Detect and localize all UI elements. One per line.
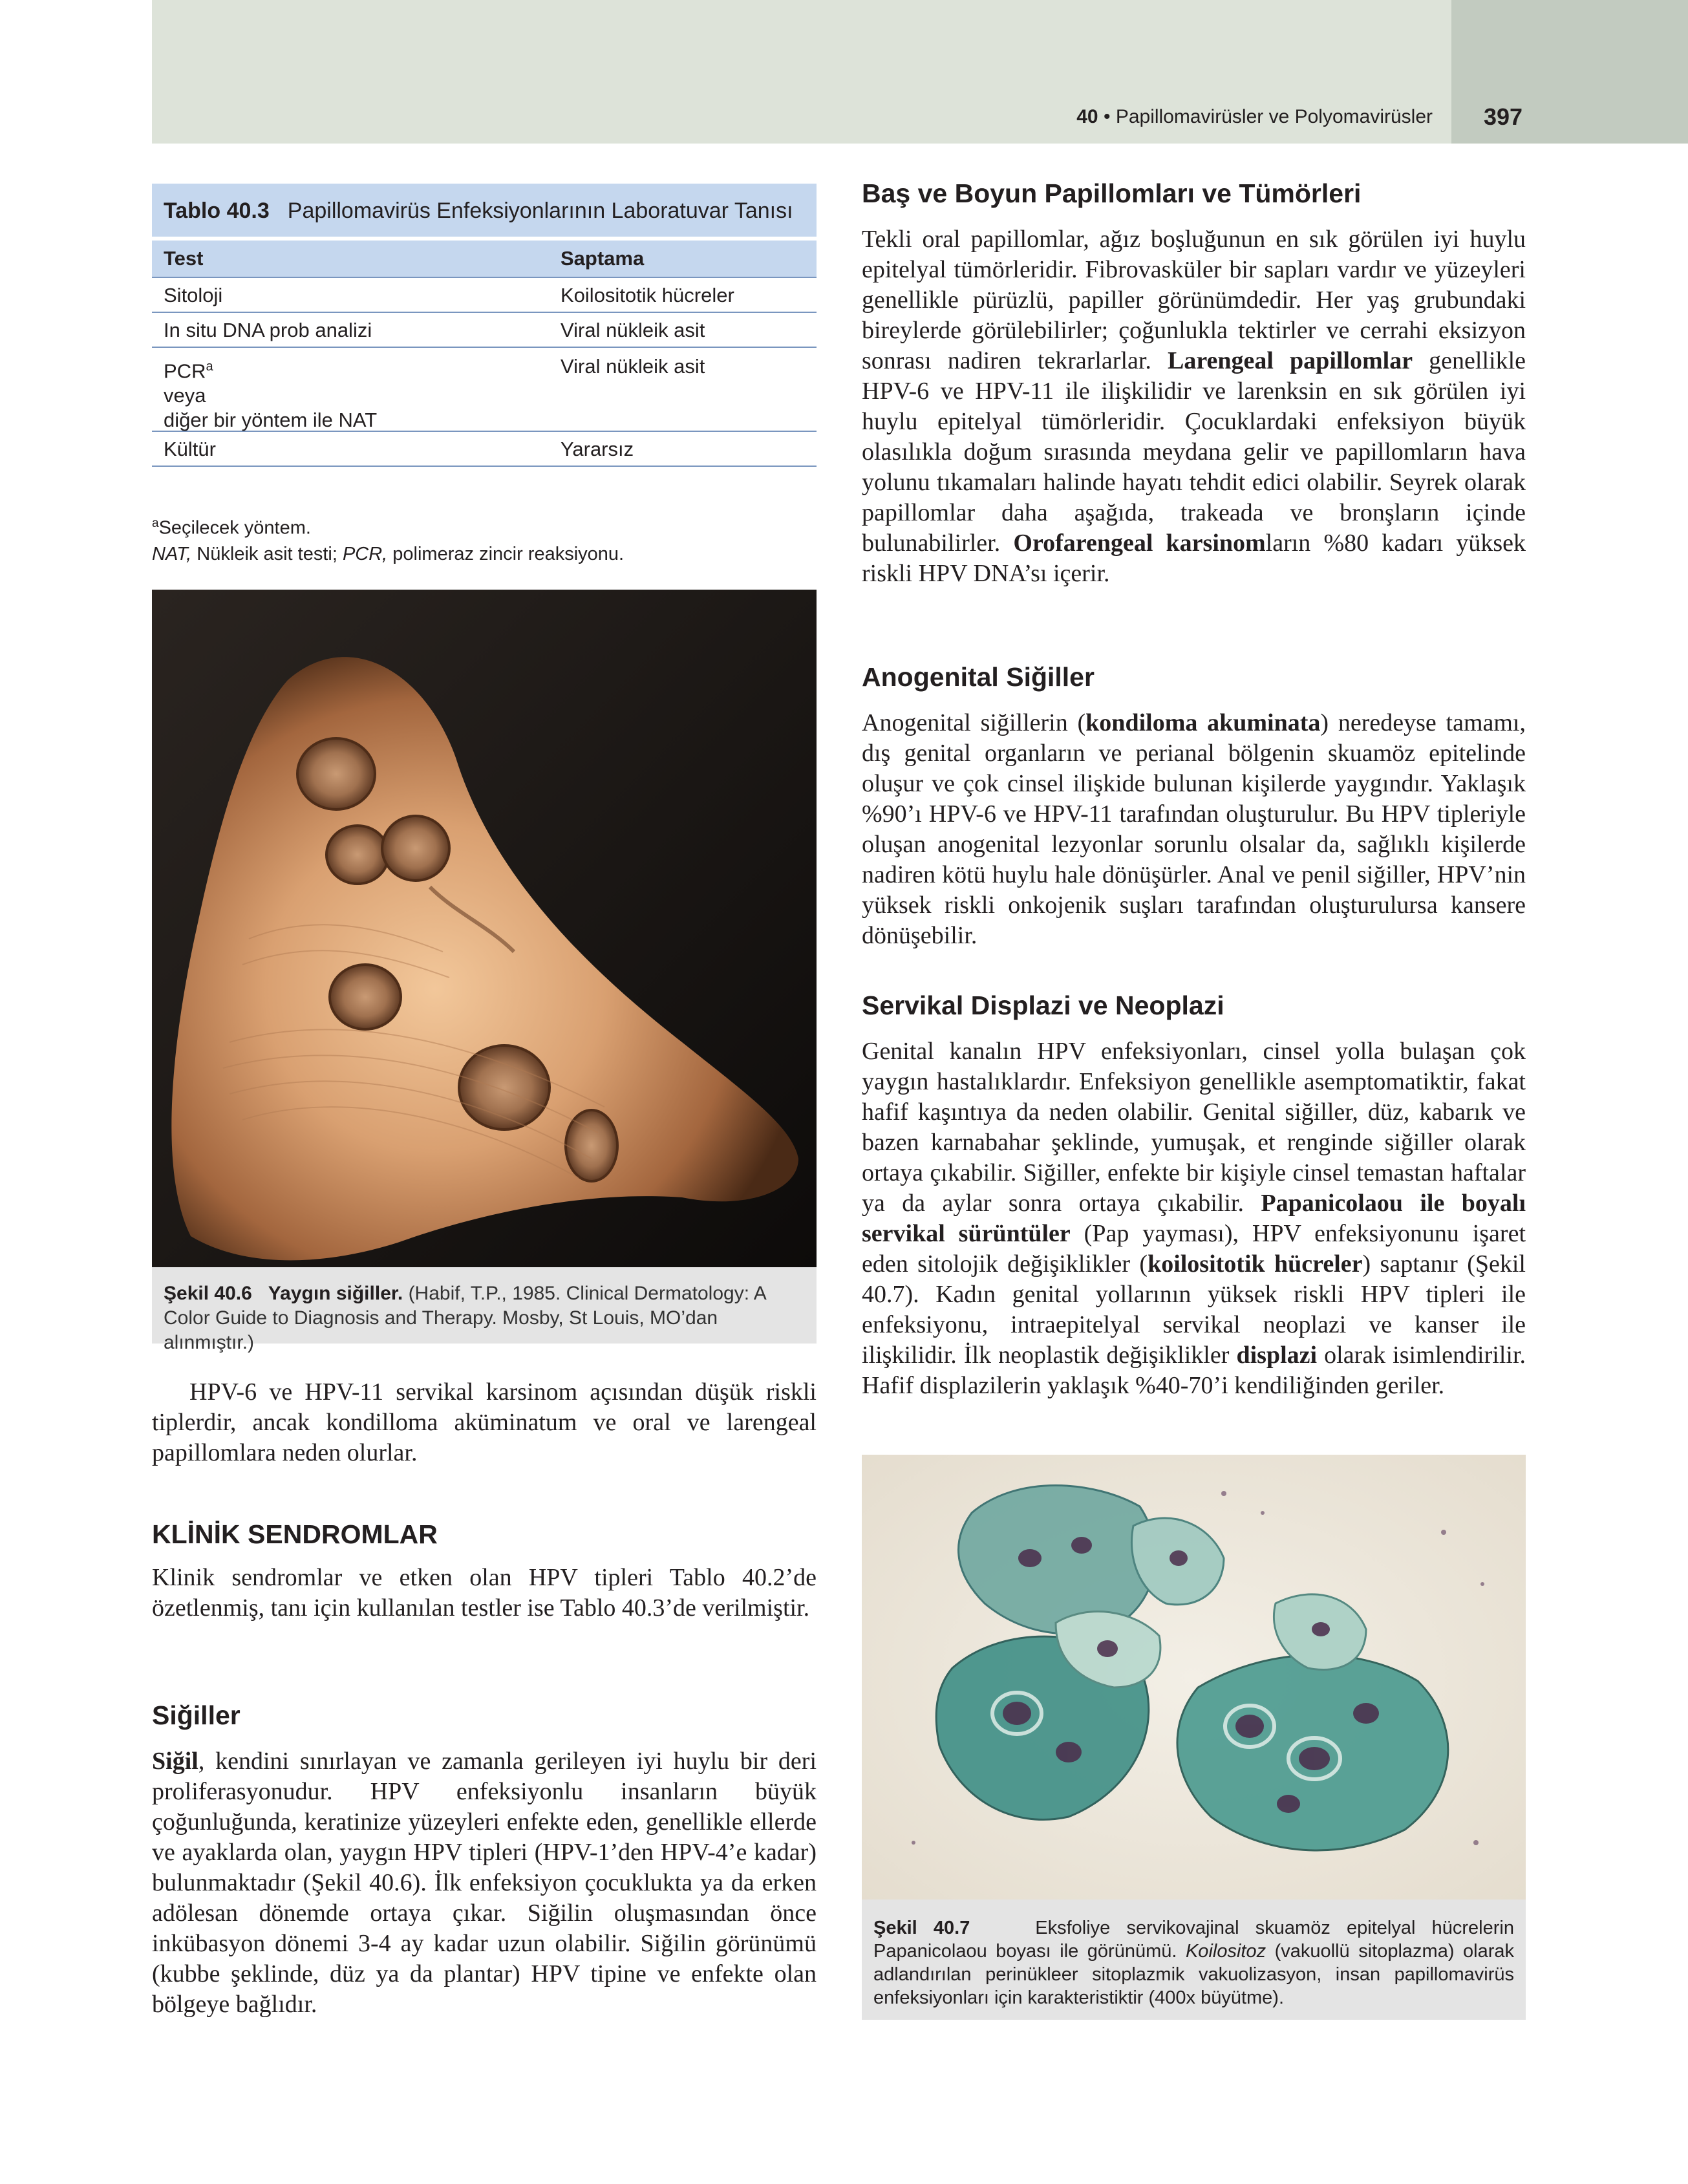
chapter-title: Papillomavirüsler ve Polyomavirüsler xyxy=(1115,106,1433,127)
anogenital-paragraph xyxy=(862,708,1526,951)
table-row xyxy=(152,348,817,432)
figure-7-text-1: Eksfoliye servikovajinal skuamöz epitelyal hücrelerin Papanicolaou boyası ile görünümü. xyxy=(873,1918,1514,1962)
wart-term: Siğil xyxy=(152,1748,198,1775)
cell-test xyxy=(164,354,377,433)
table-row xyxy=(152,432,817,467)
pap-smear-micrograph xyxy=(862,1455,1526,1900)
table-footnotes xyxy=(152,511,624,567)
clinical-syndromes-paragraph: Klinik sendromlar ve etken olan HPV tipleri Tablo 40.2’de özetlenmiş, tanı için kullanılan testler ise Tablo 40.3’de verilmiştir. xyxy=(152,1564,817,1622)
table-header-row xyxy=(152,241,817,278)
head-neck-text-1: Tekli oral papillomlar, ağız boşluğunun en sık görülen iyi huylu epitelyal tümörleridir. Fibrovasküler bir sapları vardır ve yüzeyleri genellikle pürüzlü, papiller görünümdedir. Her yaş grubundaki bireylerde görülebilirler; çoğunlukla tektirler ve cerrahi eksizyon sonrası nadiren tekrarlarlar. xyxy=(862,226,1526,374)
figure-7-text-2: (vakuollü sitoplazma) olarak adlandırılan perinükleer sitoplazmik vakuolizasyon, insan papillomavirüs enfeksiyonları için karakteristiktir (400x büyütme). xyxy=(873,1941,1514,2008)
cell-result: Viral nükleik asit xyxy=(561,355,705,378)
cell-test-line: diğer bir yöntem ile NAT xyxy=(164,409,378,432)
pap-smear-term: Papanicolaou ile boyalı servikal sürüntüler xyxy=(862,1190,1526,1247)
laryngeal-papilloma-term: Larengeal papillomlar xyxy=(1168,347,1413,374)
cell-result: Yararsız xyxy=(561,438,634,460)
cervical-text-3: ) saptanır (Şekil 40.7). Kadın genital yollarının yüksek riskli HPV tipleri ile enfeksiyonu, intraepitelyal servikal neoplazi ve kanser ile ilişkilidir. İlk neoplastik değişiklikler xyxy=(862,1250,1526,1369)
clinical-syndromes-heading: KLİNİK SENDROMLAR xyxy=(152,1519,438,1549)
cell-test-line: PCR xyxy=(164,359,206,383)
cell-test: Kültür xyxy=(164,438,216,460)
cell-test: In situ DNA prob analizi xyxy=(164,319,372,341)
cervical-text-2: (Pap yayması), HPV enfeksiyonunu işaret eden sitolojik değişiklikler ( xyxy=(862,1220,1526,1278)
cervical-text-1: Genital kanalın HPV enfeksiyonları, cinsel yolla bulaşan çok yaygın hastalıklardır. Enfeksiyon genellikle asemptomatiktir, fakat hafif kaşıntıya da neden olabilir. Genital siğiller, düz, kabarık ve bazen karnabahar şeklinde, yumuşak, et renginde siğiller olarak ortaya çıkabilir. Siğiller, enfekte bir kişiyle cinsel temastan haftalar ya da aylar sonra ortaya çıkabilir. xyxy=(862,1038,1526,1217)
abbr-pcr: PCR, xyxy=(342,543,388,564)
head-neck-text-2: genellikle HPV-6 ve HPV-11 ile ilişkilidir ve larenksin en sık görülen iyi huylu epitelyal tümörleridir. Çocuklardaki enfeksiyon büyük olasılıkla doğum sırasında meydana gelir ve papillomların hava yolunu tıkamaları halinde hayatı tehdit edici olabilir. Seyrek olarak papillomlar daha aşağıda, trakeada ve bronşların içinde bulunabilirler. xyxy=(862,347,1526,557)
head-neck-text-3: ların %80 kadarı yüksek riskli HPV DNA’sı içerir. xyxy=(862,530,1526,587)
abbr-pcr-def: polimeraz zincir reaksiyonu. xyxy=(387,543,625,564)
footnote-mark: a xyxy=(206,359,213,374)
figure-6-title: Yaygın siğiller. xyxy=(268,1283,403,1304)
section-anogenital xyxy=(862,662,1526,951)
table-title xyxy=(152,184,817,237)
column-header-test: Test xyxy=(164,247,204,270)
figure-7-caption xyxy=(862,1900,1526,2020)
chapter-number: 40 xyxy=(1076,106,1098,127)
section-warts xyxy=(152,1700,817,2020)
table-label: Tablo 40.3 xyxy=(164,198,270,223)
head-neck-heading: Baş ve Boyun Papillomları ve Tümörleri xyxy=(862,178,1362,208)
anogenital-heading: Anogenital Siğiller xyxy=(862,662,1095,692)
figure-6-label: Şekil 40.6 xyxy=(164,1283,252,1304)
table-title-text: Papillomavirüs Enfeksiyonlarının Laboratuvar Tanısı xyxy=(287,198,793,223)
dysplasia-term: displazi xyxy=(1236,1342,1318,1369)
section-cervical xyxy=(862,990,1526,1401)
running-header xyxy=(1076,106,1433,128)
anogenital-text-2: ) neredeyse tamamı, dış genital organların ve perianal bölgenin skuamöz epitelinde oluşur ve çok cinsel ilişkide bulunan kişilerde yaygındır. Yaklaşık %90’ı HPV-6 ve HPV-11 tarafından oluşturulur. Bu HPV tipleriyle oluşan anogenital lezyonlar sorunlu olsalar da, sağlıklı kişilerde nadiren kötü huylu hale dönüşürler. Anal ve penil siğiller, HPV’nin yüksek riskli onkojenik suşları tarafından oluşturulursa kansere dönüşebilir. xyxy=(862,709,1526,949)
figure-7-label: Şekil 40.7 xyxy=(873,1918,970,1938)
cell-result: Koilositotik hücreler xyxy=(561,284,734,306)
footnote-a xyxy=(152,511,624,541)
warts-photo xyxy=(152,590,817,1267)
footnote-a-text: Seçilecek yöntem. xyxy=(158,517,311,539)
table-row xyxy=(152,313,817,348)
cell-test: Sitoloji xyxy=(164,284,223,306)
cervical-text-4: olarak isimlendirilir. Hafif displazilerin yaklaşık %40-70’i kendiliğinden geriler. xyxy=(862,1342,1526,1399)
anogenital-text-1: Anogenital siğillerin ( xyxy=(862,709,1086,736)
cervical-paragraph xyxy=(862,1036,1526,1401)
abbr-nat: NAT, xyxy=(152,543,192,564)
warts-paragraph xyxy=(152,1746,817,2020)
figure-6-caption xyxy=(152,1267,817,1353)
koilocytotic-cells-term: koilositotik hücreler xyxy=(1148,1250,1363,1278)
footnote-a-mark: a xyxy=(152,517,159,530)
figure-6-source: (Habif, T.P., 1985. Clinical Dermatology: A Color Guide to Diagnosis and Therapy. Mosby, St Louis, MO’dan alınmıştır.) xyxy=(164,1283,766,1353)
figure-7-italic: Koilositoz xyxy=(1185,1941,1266,1962)
section-clinical-syndromes xyxy=(152,1519,817,1623)
oropharyngeal-carcinoma-term: Orofarengeal karsinom xyxy=(1013,530,1266,557)
lab-diagnosis-table xyxy=(152,184,817,467)
table-row xyxy=(152,278,817,313)
column-header-result: Saptama xyxy=(561,247,645,270)
intro-paragraph: HPV-6 ve HPV-11 servikal karsinom açısından düşük riskli tiplerdir, ancak kondilloma aküminatum ve oral ve larengeal papillomlara neden olurlar. xyxy=(152,1378,817,1466)
warts-text: , kendini sınırlayan ve zamanla gerileyen iyi huylu bir deri proliferasyonudur. HPV enfeksiyonlu insanların büyük çoğunluğunda, keratinize yüzeyleri enfekte eden, genellikle ellerde ve ayaklarda olan, yaygın HPV tipleri (HPV-1’den HPV-4’e kadar) bulunmaktadır (Şekil 40.6). İlk enfeksiyon çocuklukta ya da erken adölesan dönemde ortaya çıkar. Siğilin oluşmasından önce inkübasyon dönemi 3-4 ay kadar uzun olabilir. Siğilin görünümü (kubbe şeklinde, düz ya da plantar) HPV tipine ve enfekte olan bölgeye bağlıdır. xyxy=(152,1748,817,2018)
left-column-text xyxy=(152,1377,817,1468)
cervical-heading: Servikal Displazi ve Neoplazi xyxy=(862,990,1224,1020)
warts-heading: Siğiller xyxy=(152,1700,240,1730)
header-bullet: • xyxy=(1103,106,1111,127)
cell-test-line: veya xyxy=(164,384,206,407)
section-head-neck xyxy=(862,178,1526,589)
abbr-nat-def: Nükleik asit testi; xyxy=(191,543,343,564)
abbreviations xyxy=(152,541,624,567)
head-neck-paragraph xyxy=(862,224,1526,589)
cell-result: Viral nükleik asit xyxy=(561,319,705,341)
condyloma-term: kondiloma akuminata xyxy=(1085,709,1321,736)
page-number: 397 xyxy=(1483,103,1523,130)
